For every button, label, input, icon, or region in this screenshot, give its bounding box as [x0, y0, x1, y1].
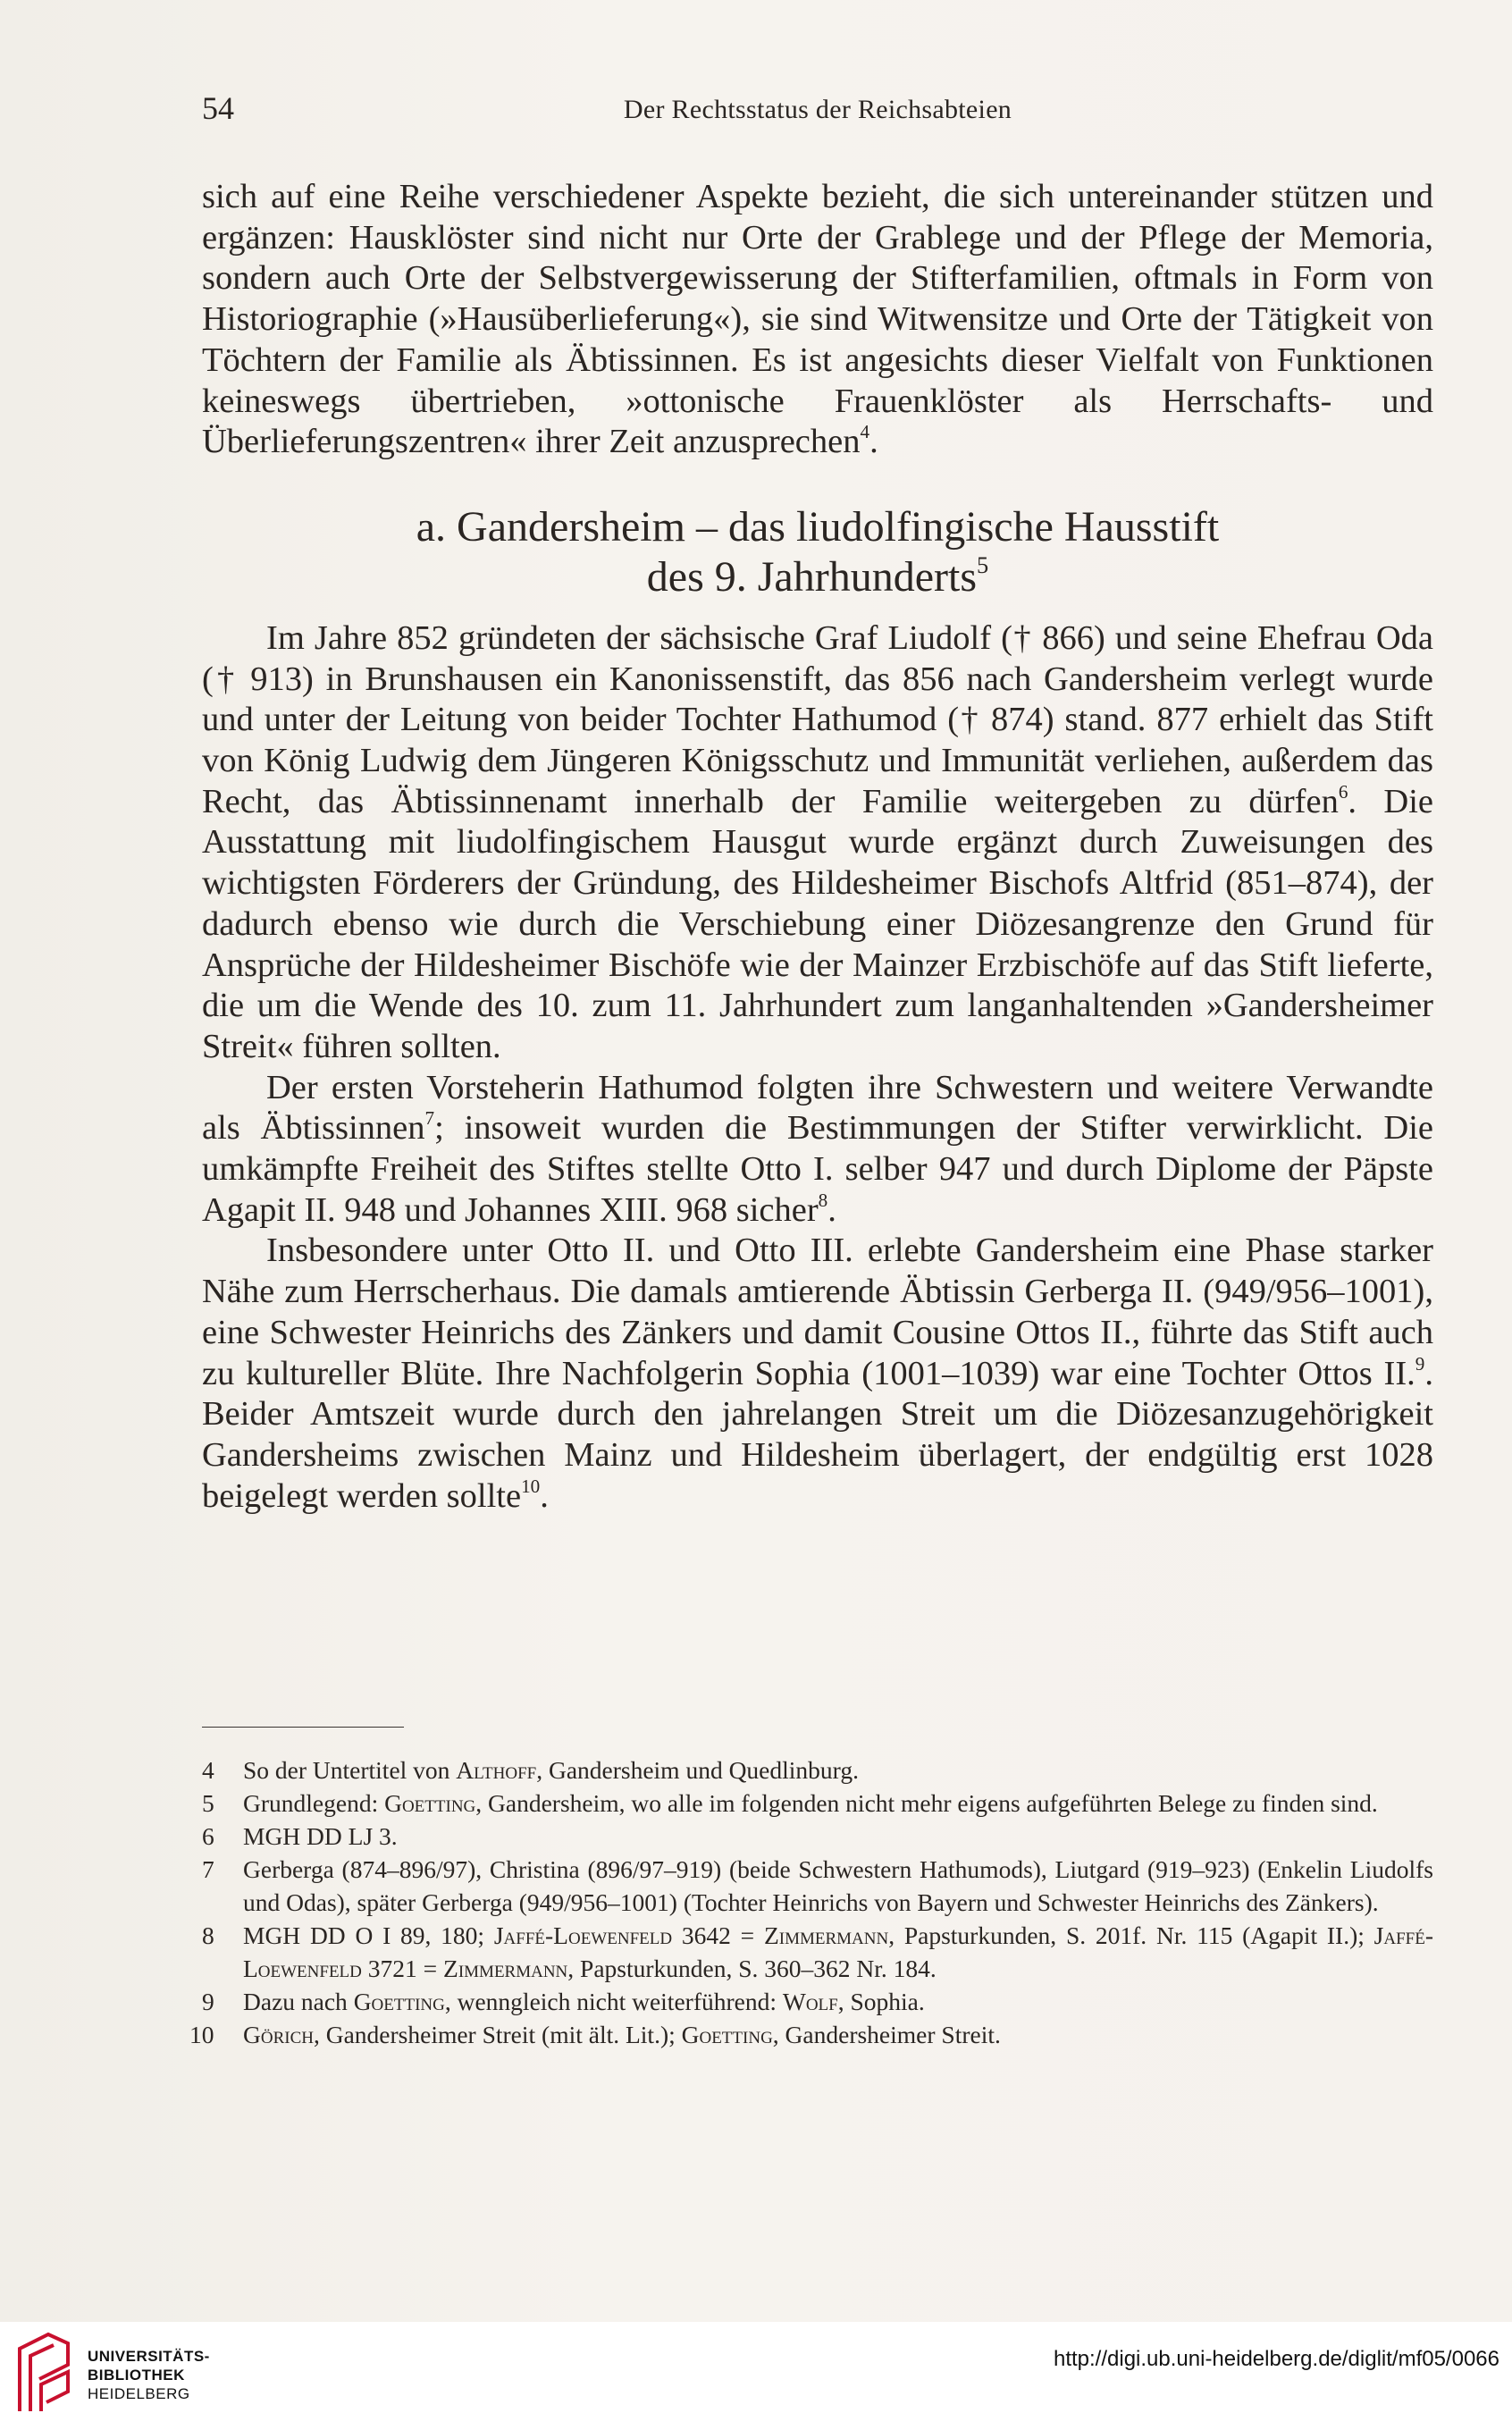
footnotes: [189, 1753, 1433, 2051]
author-name: Jaffé-Loewenfeld: [243, 1921, 1433, 1982]
paragraph: Der ersten Vorsteherin Hathumod folgten ihre Schwestern und weitere Verwandte als Äbtissinnen$^7$; insoweit wurden die Bestimmungen der Stifter verwirklicht. Die umkämpfte Freiheit des Stiftes stellte Otto I. selber 947 und durch Diplome der Päpste Agapit II. 948 und Johannes XIII. 968 sicher$^8$.: [202, 1068, 1433, 1229]
footnote-ref[interactable]: 7: [424, 1107, 435, 1130]
footnote-ref[interactable]: 4: [860, 421, 870, 443]
footnote: 9 Dazu nach Goetting, wenngleich nicht weiterführend: Wolf, Sophia.: [202, 1985, 1433, 2018]
footnote-number: 8: [202, 1921, 214, 1949]
author-name: Goetting: [353, 1988, 445, 2015]
university-library-logo-icon[interactable]: [13, 2329, 75, 2418]
footnote-ref[interactable]: 10: [521, 1475, 541, 1497]
footnote-number: 6: [202, 1822, 214, 1850]
viewer-footer: [0, 2322, 1512, 2430]
section-heading: a. Gandersheim – das liudolfingische Hausstift des 9. Jahrhunderts$^5$: [416, 502, 1220, 601]
footnote: 8 MGH DD O I 89, 180; Jaffé-Loewenfeld 3642 = Zimmermann, Papsturkunden, S. 201f. Nr. 115 (Agapit II.); Jaffé-Loewenfeld 3721 = Zimmermann, Papsturkunden, S. 360–362 Nr. 184.: [202, 1919, 1433, 1985]
library-name: UNIVERSITÄTS- BIBLIOTHEK HEIDELBERG: [88, 2348, 210, 2402]
author-name: Wolf: [782, 1988, 838, 2015]
footnote: 6 MGH DD LJ 3.: [202, 1820, 1433, 1853]
footnote-number: 10: [189, 2021, 214, 2048]
paragraph: Im Jahre 852 gründeten der sächsische Graf Liudolf († 866) und seine Ehefrau Oda († 913) in Brunshausen ein Kanonissenstift, das 856 nach Gandersheim verlegt wurde und unter der Leitung von beider Tochter Hathumod († 874) stand. 877 erhielt das Stift von König Ludwig dem Jüngeren Königsschutz und Immunität verliehen, außerdem das Recht, das Äbtissinnenamt innerhalb der Familie weitergeben zu dürfen$^6$. Die Ausstattung mit liudolfingischem Hausgut wurde ergänzt durch Zuweisungen des wichtigsten Förderers der Gründung, des Hildesheimer Bischofs Altfrid (851–874), der dadurch ebenso wie durch die Verschiebung einer Diözesangrenze den Grund für Ansprüche der Hildesheimer Bischöfe wie der Mainzer Erzbischöfe auf das Stift lieferte, die um die Wende des 10. zum 11. Jahrhundert zum langanhaltenden »Gandersheimer Streit« führen sollten.: [202, 618, 1433, 1065]
author-name: Goetting: [681, 2021, 773, 2048]
paragraph: Insbesondere unter Otto II. und Otto III. erlebte Gandersheim eine Phase starker Nähe zum Herrscherhaus. Die damals amtierende Äbtissin Gerberga II. (949/956–1001), eine Schwester Heinrichs des Zänkers und damit Cousine Ottos II., führte das Stift auch zu kultureller Blüte. Ihre Nachfolgerin Sophia (1001–1039) war eine Tochter Ottos II.$^9$. Beider Amtszeit wurde durch den jahrelangen Streit um die Diözesanzugehörigkeit Gandersheims zwischen Mainz und Hildesheim überlagert, der endgültig erst 1028 beigelegt werden sollte$^{10}$.: [202, 1232, 1433, 1515]
footnote-number: 5: [202, 1789, 214, 1817]
author-name: Görich: [243, 2021, 314, 2048]
footnote-ref[interactable]: 6: [1338, 780, 1348, 803]
page-header: [202, 89, 1433, 134]
footnote-ref[interactable]: 8: [818, 1189, 828, 1211]
author-name: Althoff: [456, 1756, 537, 1784]
main-text: [202, 177, 1433, 1517]
author-name: Jaffé-Loewenfeld: [493, 1921, 673, 1949]
footnote-number: 7: [202, 1855, 214, 1883]
footnote-number: 4: [202, 1756, 214, 1784]
intro-paragraph: sich auf eine Reihe verschiedener Aspekte bezieht, die sich untereinander stützen und ergänzen: Hausklöster sind nicht nur Orte der Grablege und der Pflege der Memoria, sondern auch Orte der Selbstvergewisserung der Stifterfamilien, oftmals in Form von Historiographie (»Hausüberlieferung«), sie sind Witwensitze und Orte der Tätigkeit von Töchtern der Familie als Äbtissinnen. Es ist angesichts dieser Vielfalt von Funktionen keineswegs übertrieben, »ottonische Frauenklöster als Herrschafts- und Überlieferungszentren« ihrer Zeit anzusprechen$^4$.: [202, 178, 1433, 461]
author-name: Goetting: [384, 1789, 476, 1817]
footnote-divider: [202, 1727, 404, 1728]
footnote-number: 9: [202, 1988, 214, 2015]
page-number: 54: [202, 90, 234, 126]
author-name: Zimmermann: [443, 1955, 568, 1982]
source-url-link[interactable]: http://digi.ub.uni-heidelberg.de/diglit/mf05/0066: [1053, 2347, 1499, 2371]
running-title: Der Rechtsstatus der Reichsabteien: [623, 95, 1012, 124]
footnote-ref[interactable]: 5: [977, 551, 989, 579]
footnote: 5 Grundlegend: Goetting, Gandersheim, wo alle im folgenden nicht mehr eigens aufgeführten Belege zu finden sind.: [202, 1787, 1433, 1820]
author-name: Zimmermann: [763, 1921, 889, 1949]
footnote: 4 So der Untertitel von Althoff, Gandersheim und Quedlinburg.: [202, 1753, 1433, 1787]
footnote-ref[interactable]: 9: [1415, 1352, 1425, 1375]
footnote: 10 Görich, Gandersheimer Streit (mit ält. Lit.); Goetting, Gandersheimer Streit.: [202, 2018, 1433, 2051]
footnote: 7 Gerberga (874–896/97), Christina (896/97–919) (beide Schwestern Hathumods), Liutgard (919–923) (Enkelin Liudolfs und Odas), später Gerberga (949/956–1001) (Tochter Heinrichs von Bayern und Schwester Heinrichs des Zänkers).: [202, 1853, 1433, 1919]
